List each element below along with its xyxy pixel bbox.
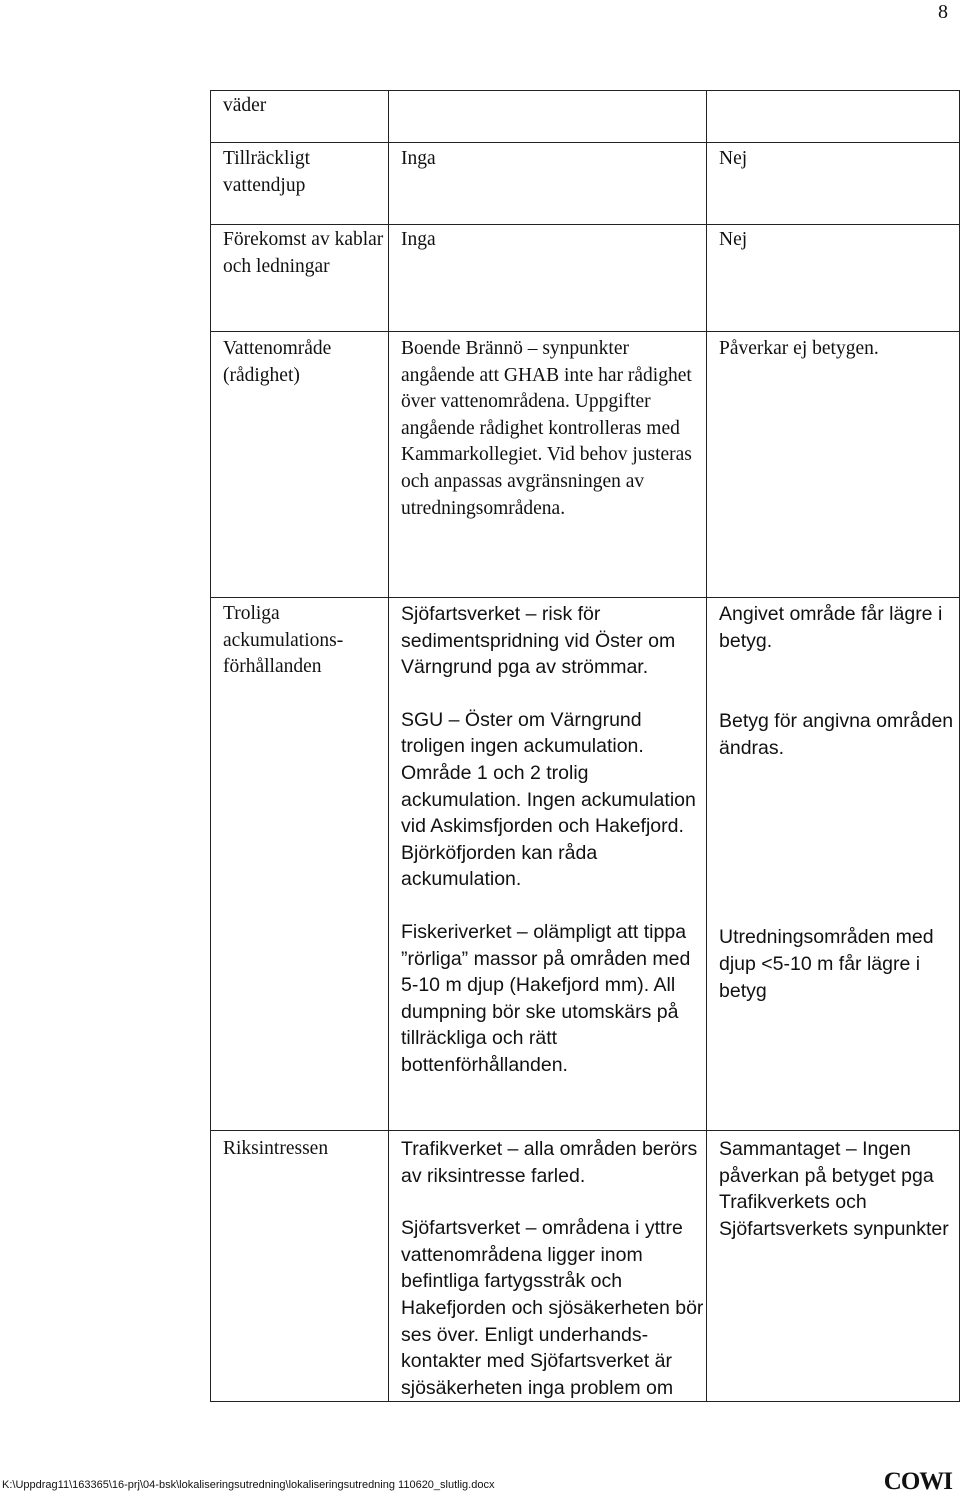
row-label xyxy=(211,1131,389,1402)
assessment-text: Angivet område får lägre i betyg. xyxy=(719,603,943,652)
assessment-text: Betyg för angivna områden ändras. xyxy=(719,710,954,759)
comment-text: Trafikverket – alla områden berörs av riksintresse farled. xyxy=(401,1138,698,1187)
row-label-text: väder xyxy=(223,95,267,116)
row-label xyxy=(211,225,389,332)
comment-text: SGU – Öster om Värngrund troligen ingen ackumulation. Område 1 och 2 trolig ackumulation. Ingen ackumulation vid Askimsfjorden och Hakefjord. Björköfjorden kan råda ackumulation. xyxy=(401,708,696,891)
row-label xyxy=(211,332,389,598)
comment-cell xyxy=(389,598,707,1131)
table-row xyxy=(211,91,960,143)
table-row xyxy=(211,143,960,225)
comment-text: Fiskeriverket – olämpligt att tippa ”rörliga” massor på områden med 5-10 m djup (Hakefjord mm). All dumpning bör ske utomskärs på tillräckliga och rätt bottenförhållanden. xyxy=(401,920,691,1076)
comment-text: Inga xyxy=(401,229,436,250)
table-row xyxy=(211,598,960,1131)
row-label-text: Vattenområde (rådighet) xyxy=(223,338,332,386)
table-row xyxy=(211,332,960,598)
comment-text: Sjöfartsverket – risk för sedimentspridning vid Öster om Värngrund pga av strömmar. xyxy=(401,603,676,679)
footer-file-path: K:\Uppdrag11\163365\16-prj\04-bsk\lokaliseringsutredning\lokaliseringsutredning 110620_slutlig.docx xyxy=(2,1479,495,1491)
table-row xyxy=(211,225,960,332)
row-label xyxy=(211,143,389,225)
assessment-text: Påverkar ej betygen. xyxy=(719,338,879,359)
assessment-text: Sammantaget – Ingen påverkan på betyget pga Trafikverkets och Sjöfartsverkets synpunkter xyxy=(719,1138,949,1240)
assessment-cell xyxy=(707,598,960,1131)
row-label-text: Tillräckligt vattendjup xyxy=(223,148,311,196)
assessment-cell xyxy=(707,91,960,143)
assessment-cell xyxy=(707,143,960,225)
assessment-text: Nej xyxy=(719,229,748,250)
comment-text: Boende Brännö – synpunkter angående att GHAB inte har rådighet över vattenområdena. Uppgifter angående rådighet kontrolleras med Kammarkollegiet. Vid behov justeras och anpassas avgränsningen av utredningsområdena. xyxy=(401,338,692,519)
row-label xyxy=(211,598,389,1131)
assessment-cell xyxy=(707,332,960,598)
assessment-table xyxy=(210,90,960,1402)
comment-cell xyxy=(389,332,707,598)
comment-cell xyxy=(389,143,707,225)
assessment-cell xyxy=(707,1131,960,1402)
assessment-text: Nej xyxy=(719,148,748,169)
comment-cell xyxy=(389,91,707,143)
row-label xyxy=(211,91,389,143)
assessment-text: Utredningsområden med djup <5-10 m får lägre i betyg xyxy=(719,926,934,1002)
row-label-text: Riksintressen xyxy=(223,1138,329,1159)
assessment-cell xyxy=(707,225,960,332)
cowi-logo: COWI xyxy=(883,1468,952,1495)
row-label-text: Förekomst av kablar och ledningar xyxy=(223,229,384,277)
comment-text: Inga xyxy=(401,148,436,169)
table-row xyxy=(211,1131,960,1402)
row-label-text: Troliga ackumulations-förhållanden xyxy=(223,603,344,678)
comment-cell xyxy=(389,1131,707,1402)
page-number: 8 xyxy=(938,1,948,23)
comment-cell xyxy=(389,225,707,332)
comment-text: Sjöfartsverket – områdena i yttre vattenområdena ligger inom befintliga fartygsstråk och Hakefjorden och sjösäkerheten bör ses över. Enligt underhands-kontakter med Sjöfartsverket är sjösäkerheten inga problem om xyxy=(401,1217,704,1399)
